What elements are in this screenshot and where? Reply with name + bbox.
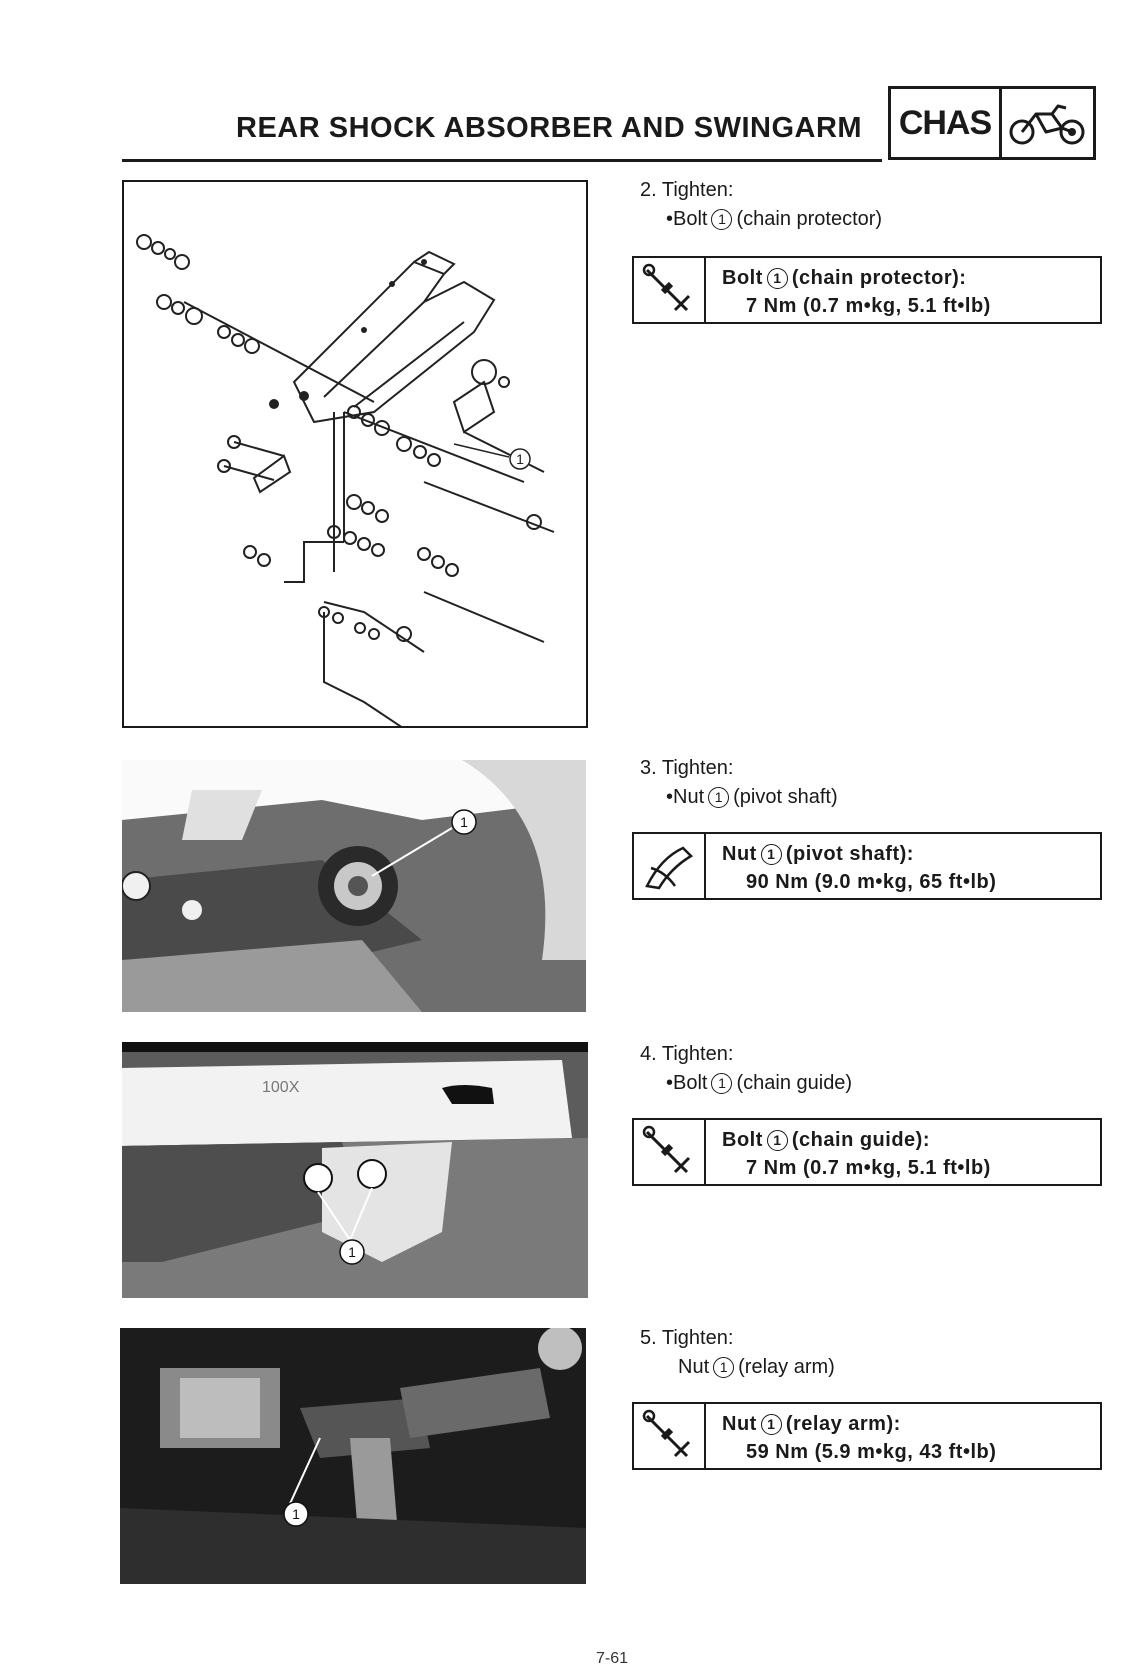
frame-marking: 100X xyxy=(262,1079,300,1096)
diagram-callout: 1 xyxy=(516,451,524,467)
torque-value: 90 Nm (9.0 m•kg, 65 ft•lb) xyxy=(746,871,997,893)
torque-wrench-icon xyxy=(634,1404,706,1468)
torque-spec-box xyxy=(632,1118,1102,1186)
swingarm-exploded-diagram xyxy=(122,180,588,728)
torque-wrench-icon xyxy=(634,834,706,898)
ref-number: 1 xyxy=(713,1357,734,1378)
motorcycle-icon xyxy=(1002,89,1093,157)
header-rule xyxy=(122,159,882,162)
step-heading: 3. Tighten: xyxy=(640,757,734,779)
ref-number: 1 xyxy=(708,787,729,808)
step-4 xyxy=(640,1040,852,1098)
chain-guide-photo xyxy=(122,1042,588,1298)
photo-callout: 1 xyxy=(292,1506,300,1522)
step-item: •Nut 1 (pivot shaft) xyxy=(666,786,838,808)
step-2 xyxy=(640,176,882,234)
step-heading: 2. Tighten: xyxy=(640,179,734,201)
ref-number: 1 xyxy=(711,209,732,230)
torque-spec-text: Nut 1 (relay arm): 59 Nm (5.9 m•kg, 43 ft•lb) xyxy=(706,1404,996,1468)
step-heading: 5. Tighten: xyxy=(640,1327,734,1349)
page-title: REAR SHOCK ABSORBER AND SWINGARM xyxy=(236,112,863,144)
pivot-shaft-photo xyxy=(122,760,586,1012)
torque-spec-box xyxy=(632,1402,1102,1470)
torque-wrench-icon xyxy=(634,258,706,322)
step-heading: 4. Tighten: xyxy=(640,1043,734,1065)
torque-spec-text: Bolt 1 (chain protector): 7 Nm (0.7 m•kg, 5.1 ft•lb) xyxy=(706,258,991,322)
step-item: •Bolt 1 (chain guide) xyxy=(666,1072,853,1094)
photo-callout: 1 xyxy=(348,1244,356,1260)
step-5 xyxy=(640,1324,835,1382)
step-3 xyxy=(640,754,838,812)
page-number: 7-61 xyxy=(596,1650,629,1667)
torque-spec-box xyxy=(632,256,1102,324)
step-item: Nut 1 (relay arm) xyxy=(678,1356,835,1378)
torque-value: 7 Nm (0.7 m•kg, 5.1 ft•lb) xyxy=(746,295,991,317)
torque-spec-box xyxy=(632,832,1102,900)
relay-arm-photo xyxy=(120,1328,586,1584)
section-badge xyxy=(888,86,1096,160)
ref-number: 1 xyxy=(711,1073,732,1094)
step-item: •Bolt 1 (chain protector) xyxy=(666,208,883,230)
torque-value: 59 Nm (5.9 m•kg, 43 ft•lb) xyxy=(746,1441,997,1463)
torque-spec-text: Bolt 1 (chain guide): 7 Nm (0.7 m•kg, 5.1 ft•lb) xyxy=(706,1120,991,1184)
section-label: CHAS xyxy=(891,89,1002,157)
torque-spec-text: Nut 1 (pivot shaft): 90 Nm (9.0 m•kg, 65 ft•lb) xyxy=(706,834,996,898)
torque-wrench-icon xyxy=(634,1120,706,1184)
photo-callout: 1 xyxy=(460,814,468,830)
torque-value: 7 Nm (0.7 m•kg, 5.1 ft•lb) xyxy=(746,1157,991,1179)
